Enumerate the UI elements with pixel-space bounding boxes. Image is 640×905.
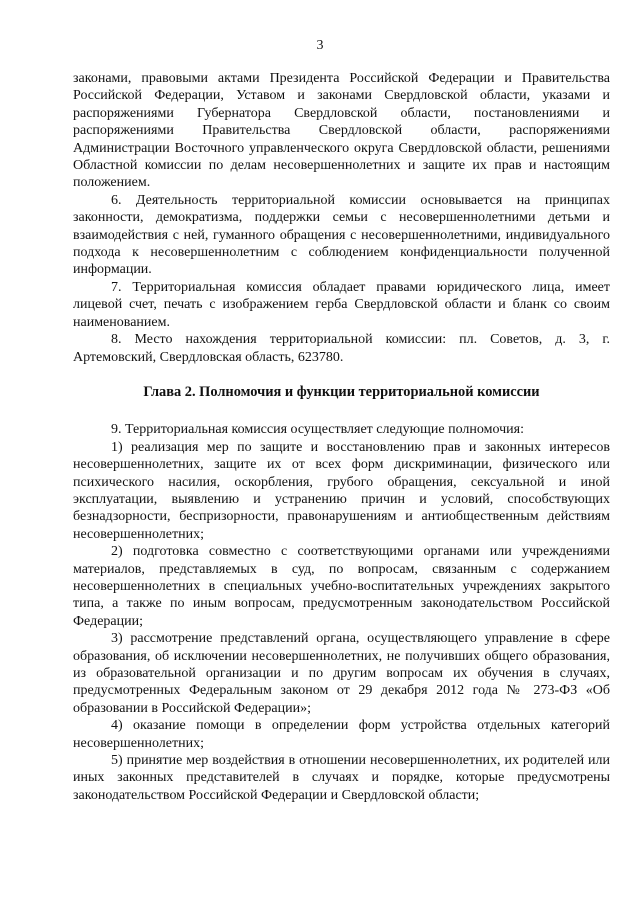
list-item-1: 1) реализация мер по защите и восстановлению прав и законных интересов несовершеннолетних, защите их от всех форм дискриминации, физического или психического насилия, оскорбления, грубого обращения, сексуальной и иной эксплуатации, выявлению и устранению причин и условий, способствующих безнадзорности, беспризорности, правонарушениям и антиобщественным действиям несовершеннолетних; bbox=[73, 439, 610, 542]
chapter-heading: Глава 2. Полномочия и функции территориальной комиссии bbox=[143, 383, 540, 400]
page-number: 3 bbox=[316, 38, 324, 53]
list-item-4: 4) оказание помощи в определении форм устройства отдельных категорий несовершеннолетних; bbox=[73, 718, 610, 751]
paragraph-6: 6. Деятельность территориальной комиссии основывается на принципах законности, демократизма, поддержки семьи с несовершеннолетними детьми и взаимодействия с ней, гуманного обращения с несовершеннолетними, индивидуального подхода к несовершеннолетним с соблюдением конфиденциальности полученной информации. bbox=[73, 192, 610, 278]
paragraph-8: 8. Место нахождения территориальной комиссии: пл. Советов, д. 3, г. Артемовский, Свердловская область, 623780. bbox=[73, 332, 610, 365]
list-item-5: 5) принятие мер воздействия в отношении несовершеннолетних, их родителей или иных законных представителей в случаях и порядке, которые предусмотрены законодательством Российской Федерации и Свердловской области; bbox=[73, 753, 610, 803]
list-item-3: 3) рассмотрение представлений органа, осуществляющего управление в сфере образования, об исключении несовершеннолетних, не получивших общего образования, из образовательной организации и по другим вопросам их обучения в случаях, предусмотренных Федеральным законом от 29 декабря 2012 года № 273-ФЗ «Об образовании в Российской Федерации»; bbox=[73, 631, 610, 716]
list-item-2: 2) подготовка совместно с соответствующими органами или учреждениями материалов, представляемых в суд, по вопросам, связанным с содержанием несовершеннолетних в специальных учебно-воспитательных учреждениях закрытого типа, а также по иным вопросам, предусмотренным законодательством Российской Федерации; bbox=[73, 544, 610, 629]
paragraph-9: 9. Территориальная комиссия осуществляет следующие полномочия: bbox=[111, 422, 524, 438]
paragraph-5-continuation: законами, правовыми актами Президента Российской Федерации и Правительства Российской Федерации, Уставом и законами Свердловской области, указами и распоряжениями Губернатора Свердловской области, постановлениями и распоряжениями Правительства Свердловской области, распоряжениями Администрации Восточного управленческого округа Свердловской области, решениями Областной комиссии по делам несовершеннолетних и защите их прав и настоящим положением. bbox=[73, 71, 610, 191]
document-body bbox=[73, 70, 610, 804]
paragraph-7: 7. Территориальная комиссия обладает правами юридического лица, имеет лицевой счет, печать с изображением герба Свердловской области и бланк со своим наименованием. bbox=[73, 279, 610, 330]
